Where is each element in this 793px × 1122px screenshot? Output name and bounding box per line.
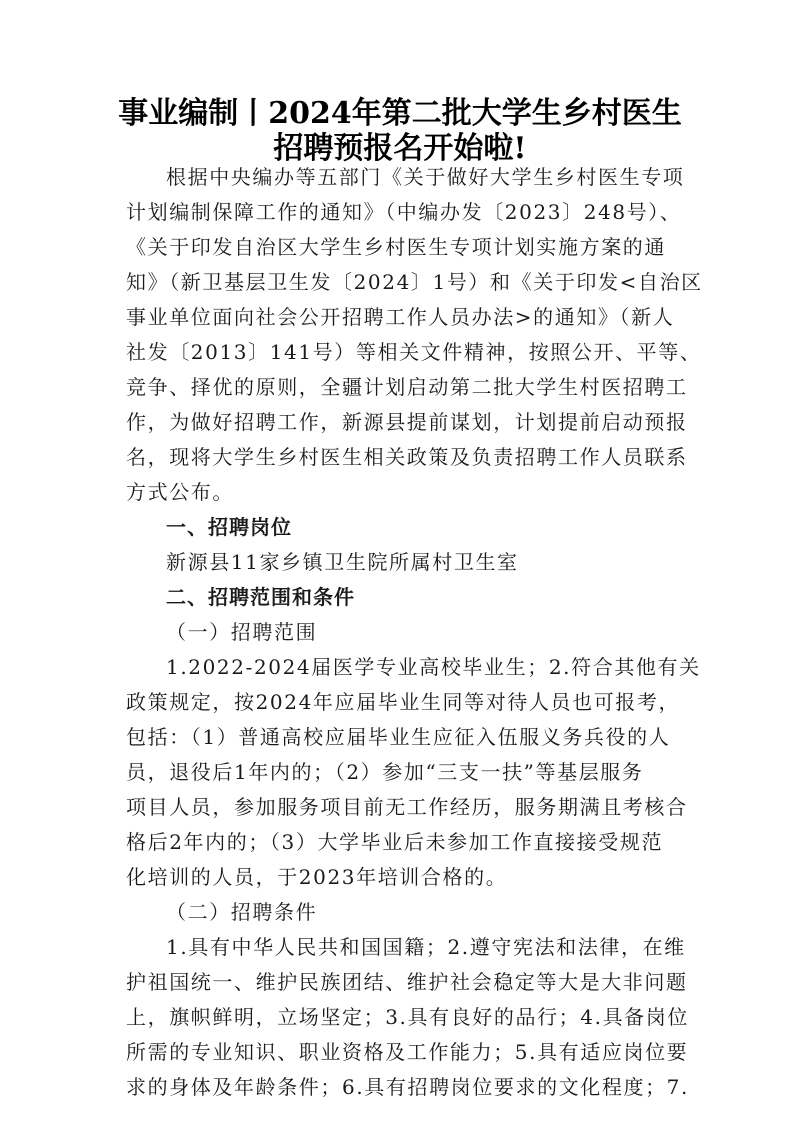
scope-line: 1.2022-2024届医学专业高校毕业生；2.符合其他有关 — [166, 655, 701, 679]
scope-line: 项目人员，参加服务项目前无工作经历，服务期满且考核合 — [126, 795, 688, 819]
intro-line: 名，现将大学生乡村医生相关政策及负责招聘工作人员联系 — [126, 445, 688, 469]
conditions-line: 求的身体及年龄条件；6.具有招聘岗位要求的文化程度；7. — [126, 1075, 689, 1099]
scope-line: 政策规定，按2024年应届毕业生同等对待人员也可报考， — [126, 690, 681, 714]
section-heading-positions: 一、招聘岗位 — [166, 515, 292, 539]
intro-line: 社发〔2013〕141号）等相关文件精神，按照公开、平等、 — [126, 340, 702, 364]
conditions-line: 上，旗帜鲜明，立场坚定；3.具有良好的品行；4.具备岗位 — [126, 1005, 689, 1029]
document-title-line-1: 事业编制丨2024年第二批大学生乡村医生 — [118, 96, 682, 131]
subsection-heading-conditions: （二）招聘条件 — [166, 900, 318, 924]
intro-line: 竞争、择优的原则，全疆计划启动第二批大学生村医招聘工 — [126, 375, 688, 399]
intro-line: 根据中央编办等五部门《关于做好大学生乡村医生专项 — [166, 165, 685, 189]
intro-line: 知》（新卫基层卫生发〔2024〕1号）和《关于印发<自治区 — [126, 270, 703, 294]
intro-line: 方式公布。 — [126, 480, 234, 504]
section-heading-scope-conditions: 二、招聘范围和条件 — [166, 585, 355, 609]
scope-line: 员，退役后1年内的；（2）参加“三支一扶”等基层服务 — [126, 760, 644, 784]
intro-line: 作，为做好招聘工作，新源县提前谋划，计划提前启动预报 — [126, 410, 688, 434]
document-title-line-2: 招聘预报名开始啦! — [273, 131, 527, 166]
subsection-heading-scope: （一）招聘范围 — [166, 620, 318, 644]
intro-line: 计划编制保障工作的通知》（中编办发〔2023〕248号）、 — [126, 200, 682, 224]
conditions-line: 护祖国统一、维护民族团结、维护社会稳定等大是大非问题 — [126, 970, 688, 994]
scope-line: 格后2年内的；（3）大学毕业后未参加工作直接接受规范 — [126, 830, 664, 854]
intro-line: 《关于印发自治区大学生乡村医生专项计划实施方案的通 — [126, 235, 666, 259]
section-text-positions: 新源县11家乡镇卫生院所属村卫生室 — [166, 550, 519, 574]
scope-line: 包括：（1）普通高校应届毕业生应征入伍服义务兵役的人 — [126, 725, 671, 749]
conditions-line: 所需的专业知识、职业资格及工作能力；5.具有适应岗位要 — [126, 1040, 689, 1064]
scope-line: 化培训的人员，于2023年培训合格的。 — [126, 865, 508, 889]
conditions-line: 1.具有中华人民共和国国籍；2.遵守宪法和法律，在维 — [166, 935, 686, 959]
intro-line: 事业单位面向社会公开招聘工作人员办法>的通知》（新人 — [126, 305, 675, 329]
